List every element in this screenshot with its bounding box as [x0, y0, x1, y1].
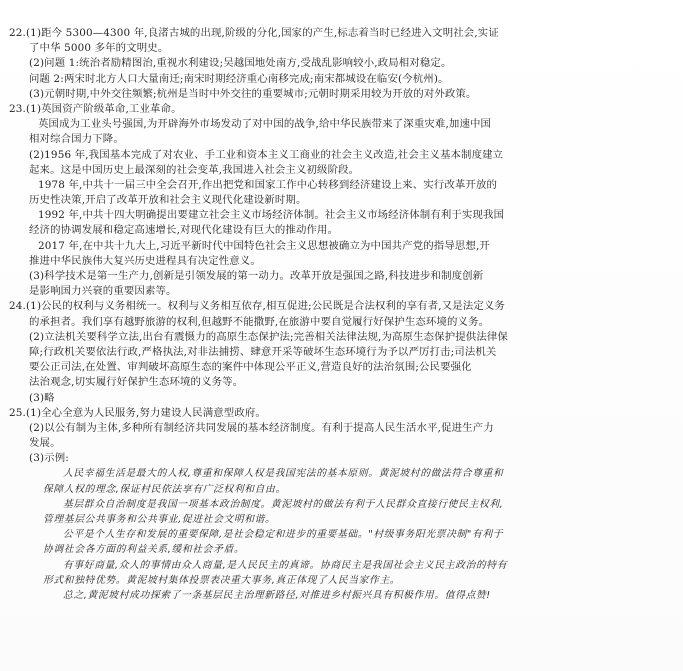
text-line: 障;行政机关要依法行政,严格执法,对非法捕捞、肆意开采等破坏生态环境行为予以严厉打击;司法机关 [29, 345, 497, 358]
text-line: (3)元朝时期,中外交往频繁;杭州是当时中外交往的重要城市;元朝时期采用较为开放的对外政策。 [29, 87, 477, 100]
text-line: (3)略 [29, 391, 55, 404]
text-line: 2017 年,在中共十九大上,习近平新时代中国特色社会主义思想被确立为中国共产党的指导思想,开 [38, 239, 490, 252]
text-line: 相对综合国力下降。 [29, 133, 124, 146]
text-line: 形式和独特优势。黄泥坡村集体投票表决重大事务,真正体现了人民当家作主。 [43, 574, 401, 586]
text-line: 的承担者。我们享有越野旅游的权利,但越野不能撒野,在旅游中要自觉履行好保护生态环境的义务。 [29, 315, 490, 328]
text-line: 1978 年,中共十一届三中全会召开,作出把党和国家工作中心转移到经济建设上来、实行改革开放的 [38, 178, 498, 191]
text-line: 有事好商量,众人的事情由众人商量,是人民民主的真谛。协商民主是我国社会主义民主政治的特有 [63, 559, 508, 571]
text-line: 保障人权的理念,保证村民依法享有广泛权利和自由。 [43, 483, 286, 495]
text-line: 总之,黄泥坡村成功探索了一条基层民主治理新路径,对推进乡村振兴具有积极作用。值得点赞! [63, 589, 491, 601]
text-line: 法治观念,切实履行好保护生态环境的义务等。 [29, 376, 244, 389]
text-line: 1992 年,中共十四大明确提出要建立社会主义市场经济体制。社会主义市场经济体制有利于实现我国 [38, 209, 505, 222]
text-line: 25.(1)全心全意为人民服务,努力建设人民满意型政府。 [9, 406, 266, 419]
text-line: 起来。这是中国历史上最深刻的社会变革,我国进入社会主义初级阶段。 [29, 163, 360, 176]
text-line: 了中华 5000 多年的文明史。 [29, 42, 169, 55]
text-line: 是影响国力兴衰的重要因素等。 [29, 285, 177, 298]
text-line: 24.(1)公民的权利与义务相统一。权利与义务相互依存,相互促进;公民既是合法权利的享有者,又是法定义务 [9, 300, 505, 313]
text-line: 基层群众自治制度是我国一项基本政治制度。黄泥坡村的做法有利于人民群众直接行使民主权利, [63, 498, 504, 510]
text-line: 人民幸福生活是最大的人权,尊重和保障人权是我国宪法的基本原则。黄泥坡村的做法符合尊重和 [63, 468, 504, 480]
text-line: 问题 2:两宋时北方人口大量南迁;南宋时期经济重心南移完成;南宋都城设在临安(今杭州)。 [29, 72, 449, 85]
text-line: 管理基层公共事务和公共事业,促进社会文明和谐。 [43, 514, 276, 525]
text-line: 协调社会各方面的利益关系,缓和社会矛盾。 [43, 544, 245, 556]
text-line: 经济的协调发展和稳定高速增长,对现代化建设有巨大的推动作用。 [29, 224, 339, 237]
text-line: 23.(1)英国资产阶级革命,工业革命。 [9, 102, 182, 115]
text-line: (2)1956 年,我国基本完成了对农业、手工业和资本主义工商业的社会主义改造,社会主义基本制度建立 [29, 148, 504, 161]
text-line: 历史性决策,开启了改革开放和社会主义现代化建设新时期。 [29, 194, 307, 207]
text-line: (3)科学技术是第一生产力,创新是引领发展的第一动力。改革开放是强国之路,科技进步和制度创新 [29, 270, 484, 282]
text-line: (3)示例: [29, 452, 69, 465]
answer-text-block [0, 26, 683, 603]
text-line: 推进中华民族伟大复兴历史进程具有决定性意义。 [29, 254, 261, 267]
text-line: (2)立法机关要科学立法,出台有震慑力的高原生态保护法;完善相关法律法规,为高原生态保护提供法律保 [29, 330, 508, 343]
text-line: 发展。 [29, 437, 61, 450]
text-line: 英国成为工业头号强国,为开辟海外市场发动了对中国的战争,给中华民族带来了深重灾难,加速中国 [38, 118, 492, 131]
text-line: (2)问题 1:统治者励精图治,重视水利建设;吴越国地处南方,受战乱影响较小,政局相对稳定。 [29, 57, 452, 70]
text-line: 22.(1)距今 5300—4300 年,良渚古城的出现,阶级的分化,国家的产生,标志着当时已经进入文明社会,实证 [9, 27, 499, 39]
text-line: 公平是个人生存和发展的重要保障,是社会稳定和进步的重要基础。"村级事务阳光票决制"有利于 [63, 529, 504, 541]
text-line: 要公正司法,在处置、审判破坏高原生态的案件中体现公平正义,营造良好的法治氛围;公民要强化 [29, 361, 472, 374]
text-line: (2)以公有制为主体,多种所有制经济共同发展的基本经济制度。有利于提高人民生活水平,促进生产力 [29, 421, 494, 434]
